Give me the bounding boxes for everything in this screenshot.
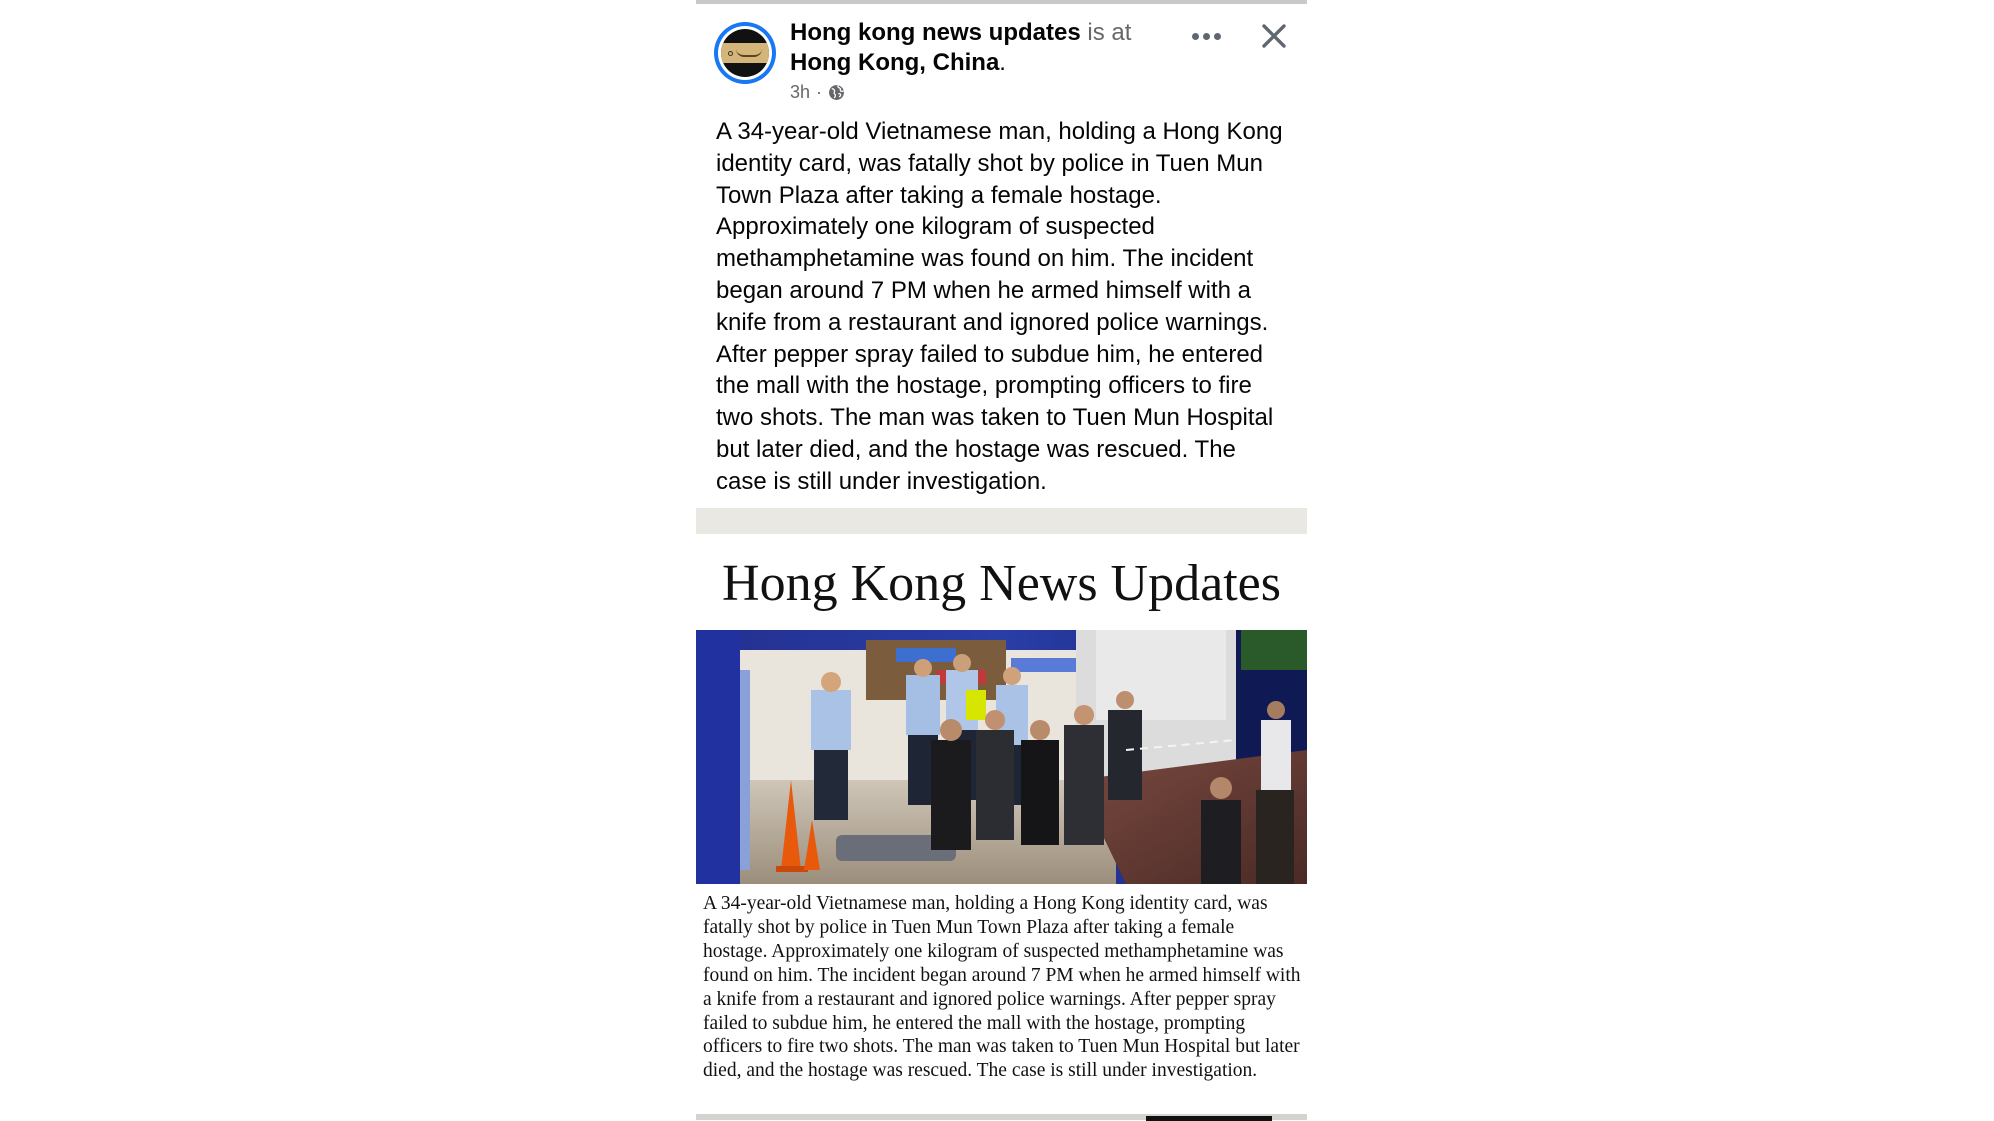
news-image-title: Hong Kong News Updates	[722, 555, 1281, 612]
location-link[interactable]: Hong Kong, China	[790, 49, 1000, 76]
post-body-text: A 34-year-old Vietnamese man, holding a Hong Kong identity card, was fatally shot by police in Tuen Mun Town Plaza after taking a female hostage. Approximately one kilogram of suspected methamphetamine was found on him. The incident began around 7 PM when he armed himself with a knife from a restaurant and ignored police warnings. After pepper spray failed to subdue him, he entered the mall with the hostage, prompting officers to fire two shots. The man was taken to Tuen Mun Hospital but later died, and the hostage was rescued. The case is still under investigation.	[716, 118, 1283, 495]
news-image-caption: A 34-year-old Vietnamese man, holding a Hong Kong identity card, was fatally shot by police in Tuen Mun Town Plaza after taking a female hostage. Approximately one kilogram of suspected methamphetamine was found on him. The incident began around 7 PM when he armed himself with a knife from a restaurant and ignored police warnings. After pepper spray failed to subdue him, he entered the mall with the hostage, prompting officers to fire two shots. The man was taken to Tuen Mun Hospital but later died, and the hostage was rescued. The case is still under investigation.	[703, 893, 1301, 1082]
meta-separator: ·	[816, 82, 823, 102]
globe-icon[interactable]	[828, 84, 845, 101]
image-top-margin	[696, 508, 1307, 534]
more-options-button[interactable]	[1186, 20, 1226, 52]
avatar-ring	[718, 26, 772, 80]
close-icon[interactable]	[1258, 20, 1290, 52]
avatar-logo-mark	[728, 51, 733, 56]
location-connector: is at	[1087, 19, 1132, 46]
page-avatar[interactable]	[714, 22, 776, 84]
more-horizontal-icon-dot	[1203, 33, 1210, 40]
post-meta	[790, 82, 845, 103]
avatar-logo-band	[721, 43, 769, 63]
location-suffix: .	[999, 49, 1006, 76]
home-indicator	[1146, 1116, 1272, 1121]
news-photo[interactable]	[696, 630, 1307, 884]
facebook-post	[696, 0, 1307, 1121]
page-name-link[interactable]: Hong kong news updates	[790, 19, 1081, 46]
more-horizontal-icon-dot-end	[1214, 33, 1221, 40]
post-timestamp[interactable]: 3h	[790, 82, 811, 102]
avatar-logo-script	[736, 49, 762, 57]
top-divider	[696, 0, 1307, 4]
more-horizontal-icon	[1192, 33, 1199, 40]
avatar-logo	[721, 29, 769, 77]
post-header	[790, 18, 1160, 78]
